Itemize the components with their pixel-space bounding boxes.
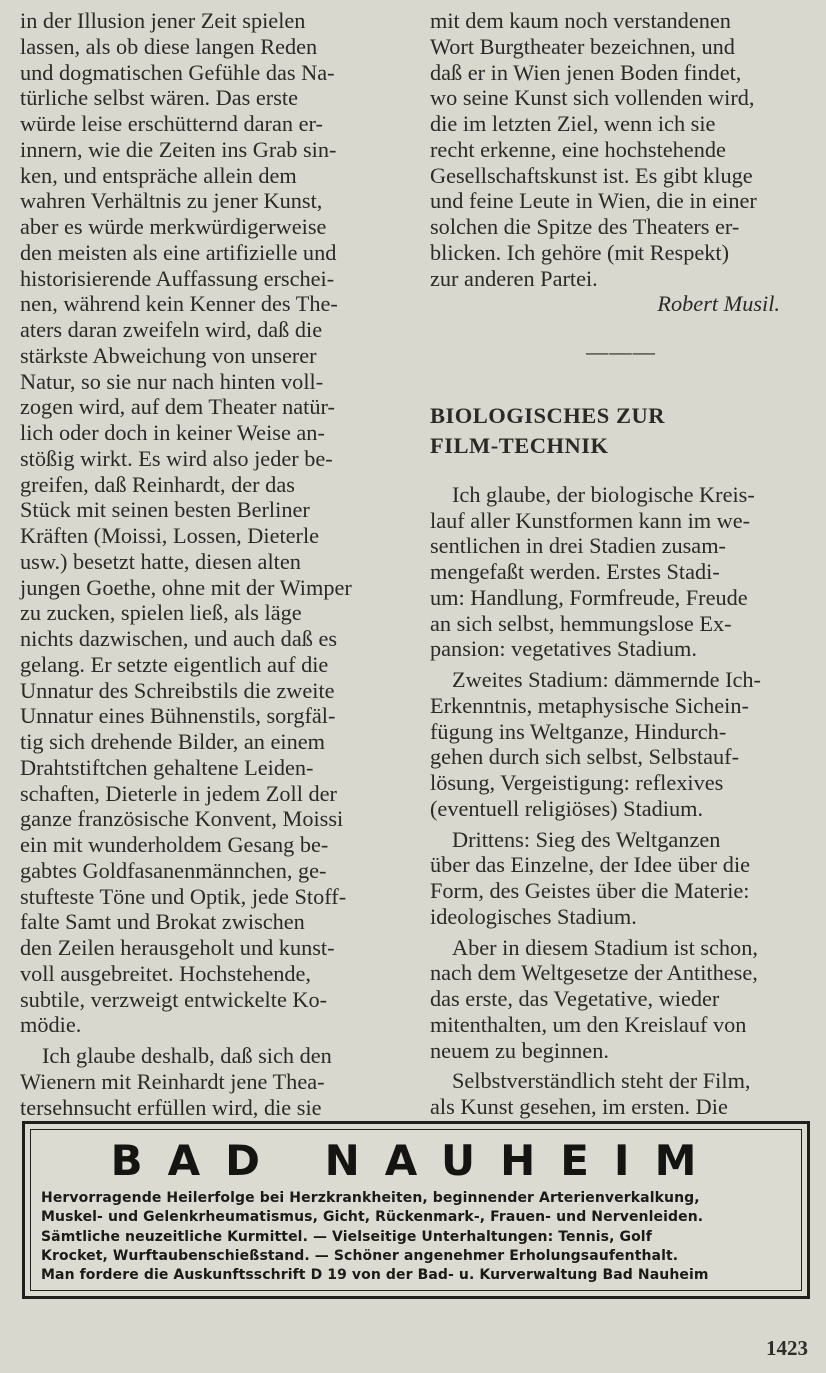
author-signature: Robert Musil. — [657, 291, 780, 317]
body-paragraph: Aber in diesem Stadium ist schon, nach dem Weltgesetze der Antithese, das erste, das Vegetative, wieder mitenthalten, um den Kreislauf von neuem zu beginnen. — [430, 934, 758, 1063]
body-paragraph: Ich glaube deshalb, daß sich den Wienern mit Reinhardt jene Thea- tersehnsucht erfüllen wird, die sie — [20, 1043, 332, 1120]
body-paragraph: Selbstverständlich steht der Film, als Kunst gesehen, im ersten. Die — [430, 1068, 751, 1119]
advertisement-text: Hervorragende Heilerfolge bei Herzkrankheiten, beginnender Arterienverkalkung, Muskel- und Gelenkrheumatismus, Gicht, Rückenmark-, Frauen- und Nervenleiden. Sämtliche neuzeitliche Kurmittel. — Vielseitige Unterhaltungen: Tennis, Golf Krocket, Wurftaubenschießstand. — Schöner angenehmer Erholungsaufenthalt. Man fordere die Auskunftsschrift D 19 von der Bad- u. Kurverwaltung Bad Nauheim — [41, 1190, 709, 1284]
body-paragraph: Drittens: Sieg des Weltganzen über das Einzelne, der Idee über die Form, des Geistes über die Materie: ideologisches Stadium. — [430, 826, 751, 929]
page-number: 1423 — [766, 1336, 808, 1360]
advertisement-inner-border — [30, 1129, 802, 1291]
body-paragraph: Zweites Stadium: dämmernde Ich- Erkenntnis, metaphysische Sichein- fügung ins Weltganze, Hindurch- gehen durch sich selbst, Selbstauf- lösung, Vergeistigung: reflexives (eventuell religiöses) Stadium. — [430, 667, 761, 821]
advertisement-title: BAD NAUHEIM — [110, 1136, 722, 1185]
right-column — [430, 8, 812, 1120]
body-paragraph: mit dem kaum noch verstandenen Wort Burgtheater bezeichnen, und daß er in Wien jenen Boden findet, wo seine Kunst sich vollenden wird, die im letzten Ziel, wenn ich sie recht erkenne, eine hochstehende Gesellschaftskunst ist. Es gibt kluge und feine Leute in Wien, die in einer solchen die Spitze des Theaters er- blicken. Ich gehöre (mit Respekt) zur anderen Partei. — [430, 8, 757, 291]
advertisement-box — [22, 1121, 810, 1299]
body-paragraph: Ich glaube, der biologische Kreis- lauf aller Kunstformen kann im we- sentlichen in drei Stadien zusam- mengefaßt werden. Erstes Stadi- um: Handlung, Formfreude, Freude an sich selbst, hemmungslose Ex- pansion: vegetatives Stadium. — [430, 481, 755, 662]
section-title: BIOLOGISCHES ZUR FILM-TECHNIK — [430, 402, 665, 458]
body-paragraph: in der Illusion jener Zeit spielen lassen, als ob diese langen Reden und dogmatischen Gefühle das Na- türliche selbst wären. Das erste würde leise erschütternd daran er- innern, wie die Zeiten ins Grab sin- ken, und entspräche allein dem wahren Verhältnis zu jener Kunst, aber es würde merkwürdigerweise den meisten als eine artifizielle und historisierende Auffassung erschei- nen, während kein Kenner des The- aters daran zweifeln wird, daß die stärkste Abweichung von unserer Natur, so sie nur nach hinten voll- zogen wird, auf dem Theater natür- lich oder doch in keiner Weise an- stößig wirkt. Es wird also jeder be- greifen, daß Reinhardt, der das Stück mit seinen besten Berliner Kräften (Moissi, Lossen, Dieterle usw.) besetzt hatte, diesen alten jungen Goethe, ohne mit der Wimper zu zucken, spielen ließ, als läge nichts dazwischen, und auch daß es gelang. Er setzte eigentlich auf die Unnatur des Schreibstils die zweite Unnatur eines Bühnenstils, sorgfäl- tig sich drehende Bilder, an einem Drahtstiftchen gehaltene Leiden- schaften, Dieterle in jedem Zoll der ganze französische Konvent, Moissi ein mit wunderholdem Gesang be- gabtes Goldfasanenmännchen, ge- stufteste Töne und Optik, jede Stoff- falte Samt und Brokat zwischen den Zeilen herausgeholt und kunst- voll ausgebreitet. Hochstehende, subtile, verzweigt entwickelte Ko- mödie. — [20, 8, 352, 1038]
section-separator: ——— — [586, 339, 656, 364]
left-column — [20, 8, 398, 1120]
